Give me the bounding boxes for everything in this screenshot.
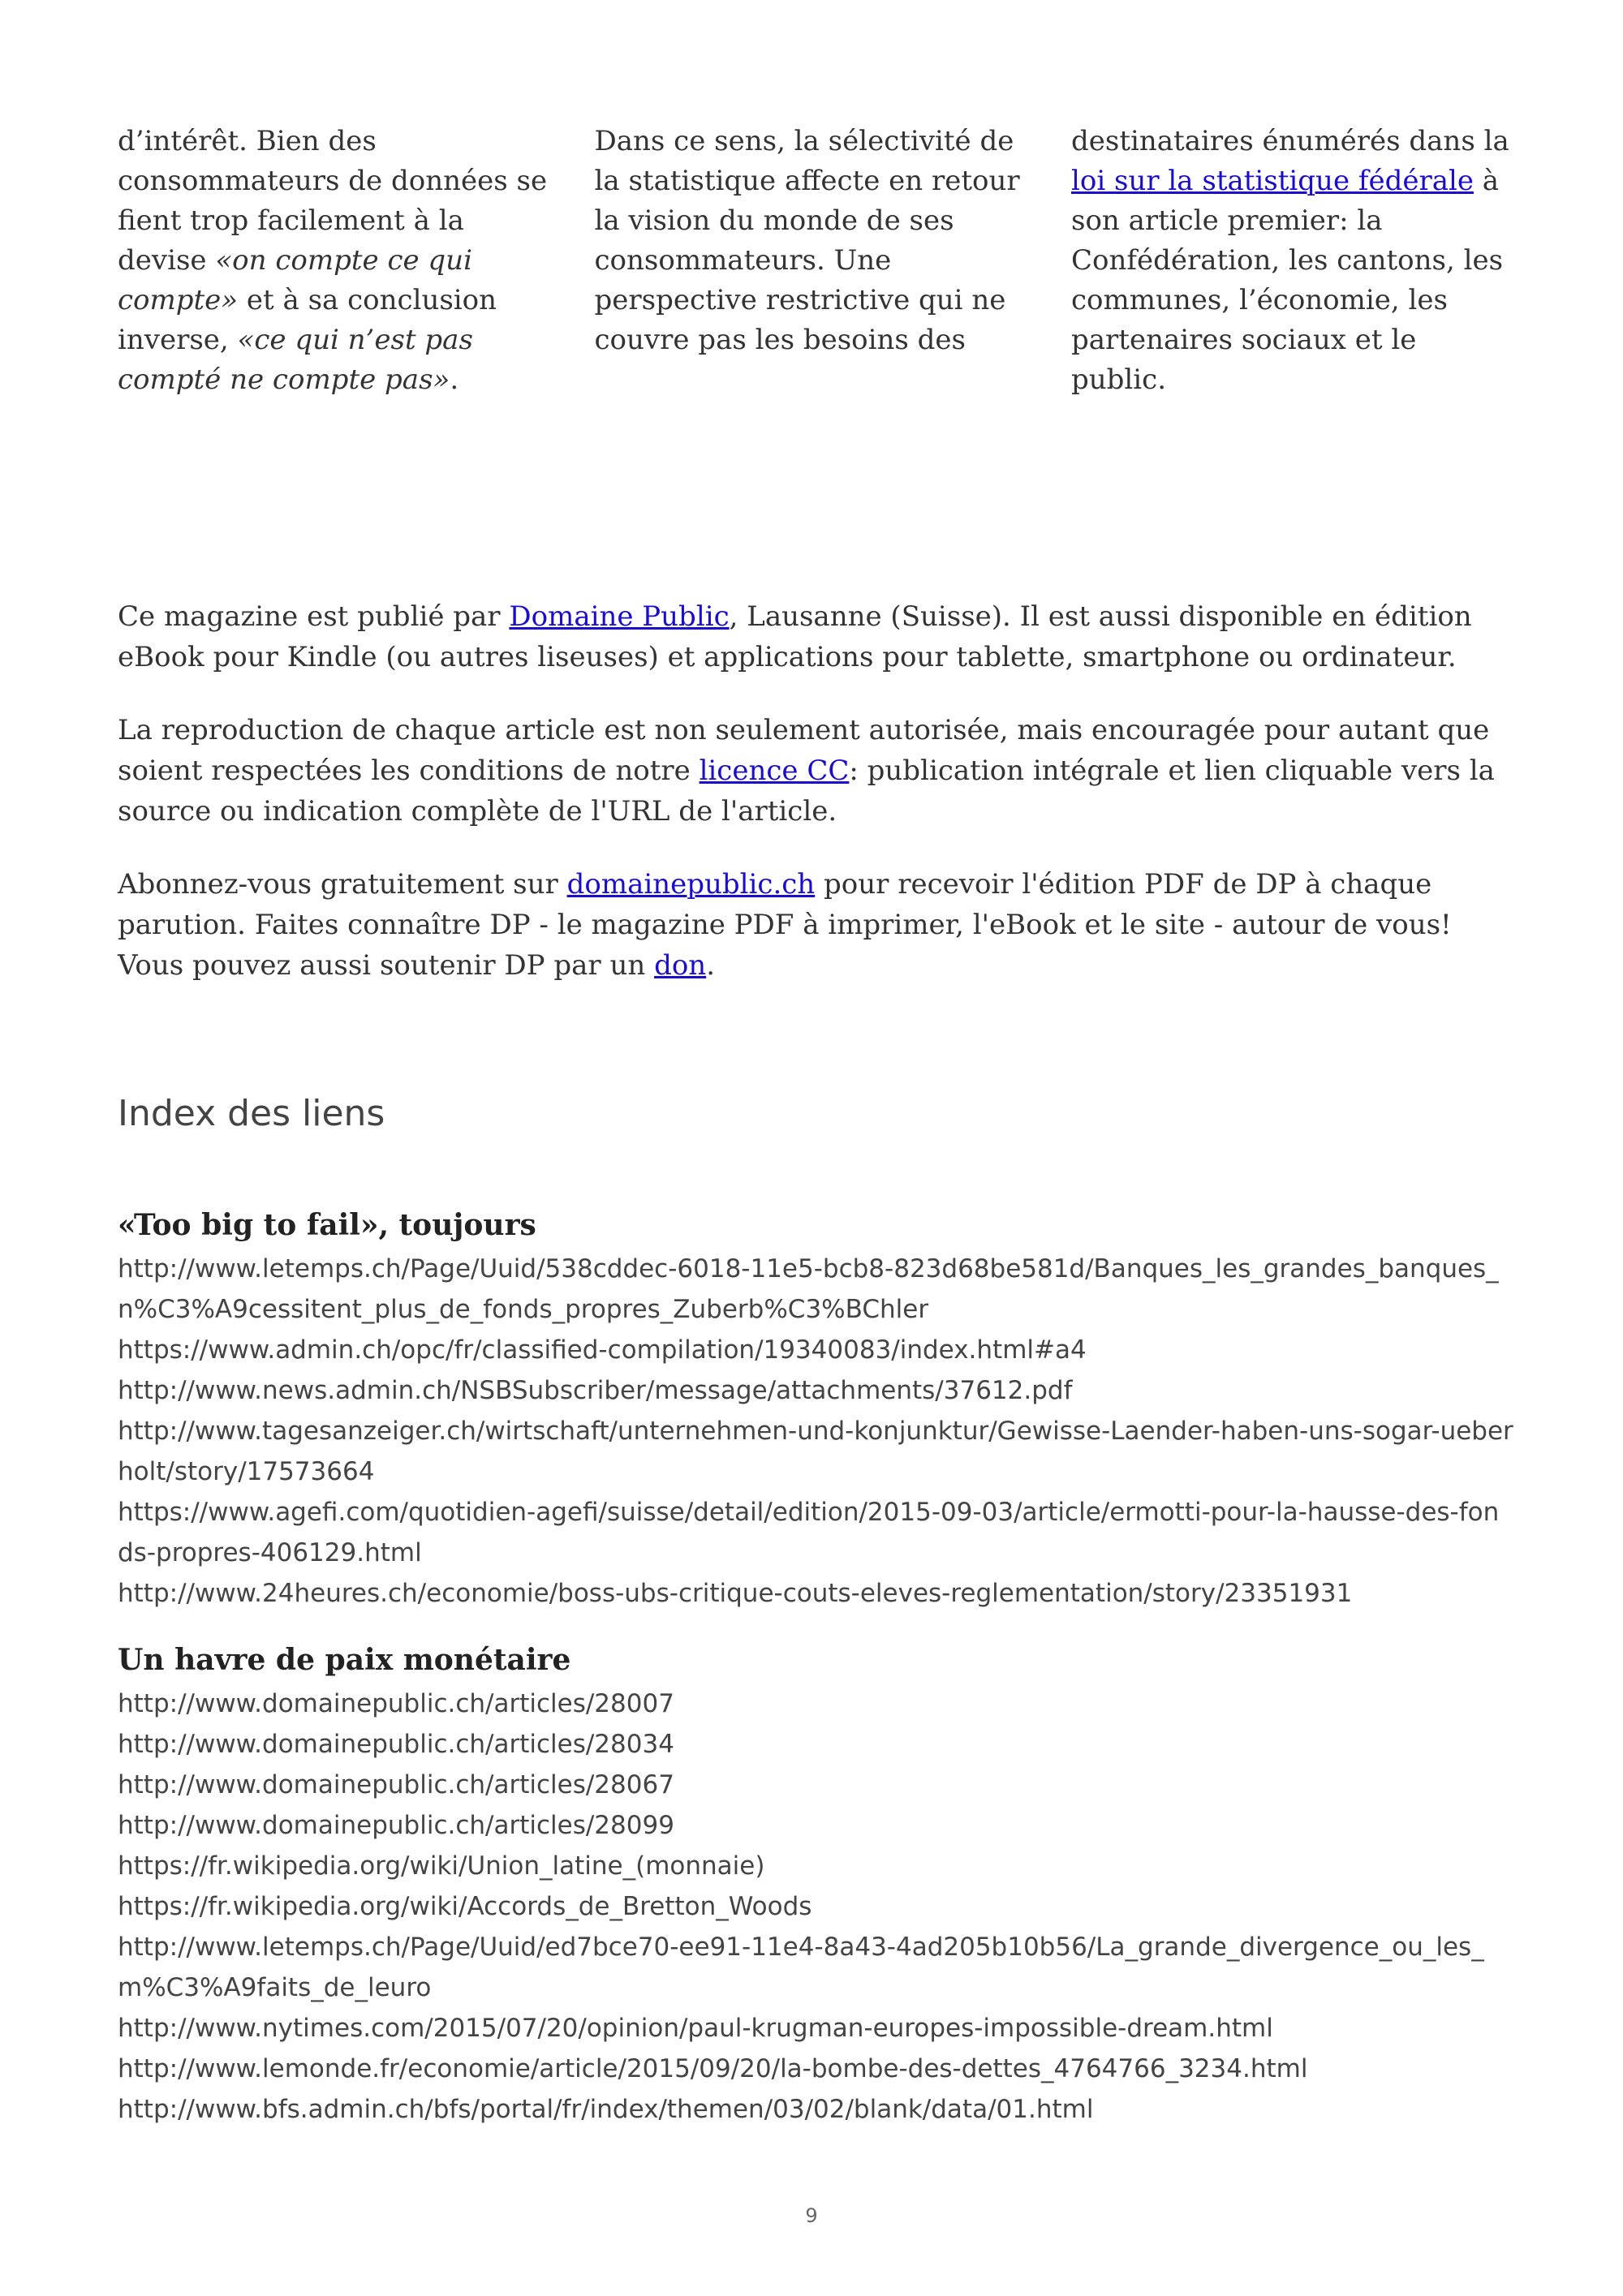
column-1-quote-1: «on compte ce qui compte»	[118, 244, 472, 316]
column-3-text: destinataires énumérés dans la	[1071, 125, 1509, 157]
url-list	[118, 1683, 1513, 2130]
url-item: https://fr.wikipedia.org/wiki/Union_latine_(monnaie)	[118, 1851, 765, 1881]
publisher-paragraph-1	[118, 596, 1513, 677]
url-item: http://www.bfs.admin.ch/bfs/portal/fr/index/themen/03/02/blank/data/01.html	[118, 2095, 1094, 2124]
url-item: http://www.tagesanzeiger.ch/wirtschaft/unternehmen-und-konjunktur/Gewisse-Laender-haben-uns-sogar-ueberholt/story/17573664	[118, 1417, 1513, 1486]
article-columns	[118, 122, 1509, 400]
publisher-text-2b: : publication intégrale et lien cliquable vers la source ou indication complète de l'URL de l'article.	[118, 755, 1495, 828]
publisher-text-3a: Abonnez-vous gratuitement sur	[118, 868, 567, 901]
licence-cc-link[interactable]: licence CC	[699, 755, 850, 787]
url-item: http://www.domainepublic.ch/articles/28007	[118, 1689, 674, 1718]
links-section-havre-de-paix	[118, 1641, 1513, 2130]
column-1-text-middle: et à sa conclusion inverse,	[118, 284, 497, 356]
url-list	[118, 1249, 1513, 1614]
url-item: https://fr.wikipedia.org/wiki/Accords_de_Bretton_Woods	[118, 1892, 812, 1921]
section-title: Un havre de paix monétaire	[118, 1643, 571, 1677]
url-item: http://www.letemps.ch/Page/Uuid/ed7bce70-ee91-11e4-8a43-4ad205b10b56/La_grande_divergence_ou_les_m%C3%A9faits_de_leuro	[118, 1933, 1484, 2002]
publisher-paragraph-2	[118, 710, 1513, 832]
publisher-text-2a: La reproduction de chaque article est non seulement autorisée, mais encouragée pour autant que soient respectées les conditions de notre	[118, 714, 1490, 787]
article-column-2	[595, 122, 1033, 400]
links-section-too-big-to-fail	[118, 1206, 1513, 1614]
publisher-text-1b: , Lausanne (Suisse). Il est aussi disponible en édition eBook pour Kindle (ou autres liseuses) et applications pour tablette, smartphone ou ordinateur.	[118, 600, 1472, 673]
url-item: https://www.admin.ch/opc/fr/classified-compilation/19340083/index.html#a4	[118, 1335, 1087, 1365]
url-item: http://www.letemps.ch/Page/Uuid/538cddec-6018-11e5-bcb8-823d68be581d/Banques_les_grandes_banques_n%C3%A9cessitent_plus_de_fonds_propres_Zuberb%C3%BChler	[118, 1254, 1499, 1324]
publisher-text-1a: Ce magazine est publié par	[118, 600, 510, 633]
publisher-text-3b: pour recevoir l'édition PDF de DP à chaque parution. Faites connaître DP - le magazine PDF à imprimer, l'eBook et le site - autour de vous! Vous pouvez aussi soutenir DP par un	[118, 868, 1452, 982]
publisher-info	[118, 596, 1513, 1018]
section-title: «Too big to fail», toujours	[118, 1208, 536, 1242]
url-item: http://www.domainepublic.ch/articles/28099	[118, 1811, 674, 1840]
url-item: http://www.lemonde.fr/economie/article/2015/09/20/la-bombe-des-dettes_4764766_3234.html	[118, 2054, 1308, 2083]
url-item: http://www.domainepublic.ch/articles/28067	[118, 1770, 674, 1799]
url-item: http://www.nytimes.com/2015/07/20/opinion/paul-krugman-europes-impossible-dream.html	[118, 2014, 1273, 2043]
column-2-paragraph: Dans ce sens, la sélectivité de la statistique affecte en retour la vision du monde de ses consommateurs. Une perspective restrictive qui ne couvre pas les besoins des	[594, 125, 1020, 356]
publisher-paragraph-3	[118, 864, 1513, 986]
article-column-3	[1071, 122, 1509, 400]
domainepublic-ch-link[interactable]: domainepublic.ch	[566, 868, 816, 901]
url-item: http://www.24heures.ch/economie/boss-ubs-critique-couts-eleves-reglementation/story/23351931	[118, 1579, 1353, 1608]
column-1-quote-2: «ce qui n’est pas compté ne compte pas»	[118, 324, 473, 396]
links-index-title: Index des liens	[118, 1093, 385, 1134]
domaine-public-link[interactable]: Domaine Public	[509, 600, 730, 633]
page-number: 9	[805, 2204, 818, 2227]
column-3-paragraph	[1071, 122, 1509, 400]
column-1-paragraph	[118, 122, 556, 400]
column-1-text-end: .	[450, 363, 459, 396]
column-1-text: d’intérêt. Bien des consommateurs de données se fient trop facilement à la devise	[118, 125, 548, 277]
column-3-text-end: à son article premier: la Confédération, les cantons, les communes, l’économie, les partenaires sociaux et le public.	[1071, 165, 1504, 396]
publisher-text-3c: .	[706, 949, 716, 982]
url-item: http://www.news.admin.ch/NSBSubscriber/message/attachments/37612.pdf	[118, 1376, 1073, 1405]
statistics-law-link[interactable]: loi sur la statistique fédérale	[1071, 165, 1474, 197]
donation-link[interactable]: don	[654, 949, 707, 982]
article-column-1	[118, 122, 556, 400]
url-item: http://www.domainepublic.ch/articles/28034	[118, 1730, 674, 1759]
url-item: https://www.agefi.com/quotidien-agefi/suisse/detail/edition/2015-09-03/article/ermotti-pour-la-hausse-des-fonds-propres-406129.html	[118, 1498, 1500, 1567]
